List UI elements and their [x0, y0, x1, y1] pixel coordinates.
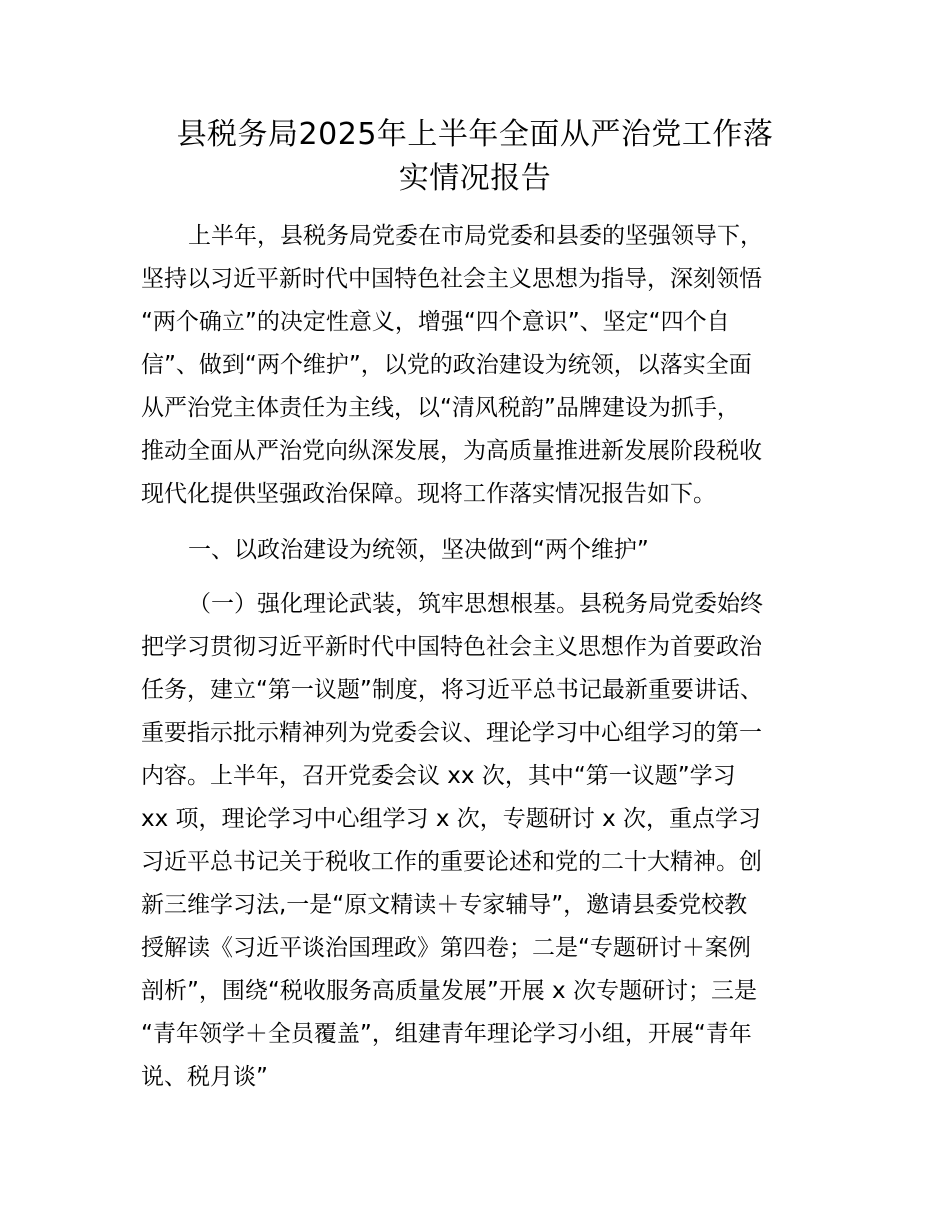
- intro-line-6: 推动全面从严治党向纵深发展，为高质量推进新发展阶段税收: [141, 438, 762, 464]
- intro-line-3: “两个确立”的决定性意义，增强“四个意识”、坚定“四个自: [141, 309, 730, 335]
- body-line-9: 授解读《习近平谈治国理政》第四卷；二是“专题研讨＋案例: [141, 935, 751, 961]
- intro-line-4: 信”、做到“两个维护”，以党的政治建设为统领，以落实全面: [141, 352, 752, 378]
- section-heading-1: 一、以政治建设为统领，坚决做到“两个维护”: [188, 537, 649, 563]
- body-line-8: 新三维学习法,一是“原文精读＋专家辅导”，邀请县委党校教: [141, 892, 748, 918]
- document-title: [140, 113, 810, 201]
- intro-line-2: 坚持以习近平新时代中国特色社会主义思想为指导，深刻领悟: [141, 266, 762, 292]
- intro-line-5: 从严治党主体责任为主线，以“清风税韵”品牌建设为抓手，: [141, 395, 740, 421]
- body-line-6: xx 项，理论学习中心组学习 x 次，专题研讨 x 次，重点学习: [141, 806, 762, 832]
- intro-line-1: 上半年，县税务局党委在市局党委和县委的坚强领导下，: [188, 223, 763, 249]
- body-line-12: 说、税月谈”: [141, 1064, 268, 1090]
- body-line-4: 重要指示批示精神列为党委会议、理论学习中心组学习的第一: [141, 720, 762, 746]
- body-line-2: 把学习贯彻习近平新时代中国特色社会主义思想作为首要政治: [141, 634, 762, 660]
- title-line-1: 县税务局2025年上半年全面从严治党工作落: [176, 117, 774, 152]
- body-line-10: 剖析”，围绕“税收服务高质量发展”开展 x 次专题研讨；三是: [141, 978, 757, 1004]
- title-line-2: 实情况报告: [398, 161, 552, 196]
- body-line-3: 任务，建立“第一议题”制度，将习近平总书记最新重要讲话、: [141, 677, 763, 703]
- body-line-7: 习近平总书记关于税收工作的重要论述和党的二十大精神。创: [141, 849, 762, 875]
- body-line-5: 内容。上半年，召开党委会议 xx 次，其中“第一议题”学习: [141, 763, 736, 789]
- body-line-11: “青年领学＋全员覆盖”，组建青年理论学习小组，开展“青年: [141, 1021, 752, 1047]
- intro-line-7: 现代化提供坚强政治保障。现将工作落实情况报告如下。: [141, 481, 716, 507]
- body-line-1: （一）强化理论武装，筑牢思想根基。县税务局党委始终: [188, 591, 763, 617]
